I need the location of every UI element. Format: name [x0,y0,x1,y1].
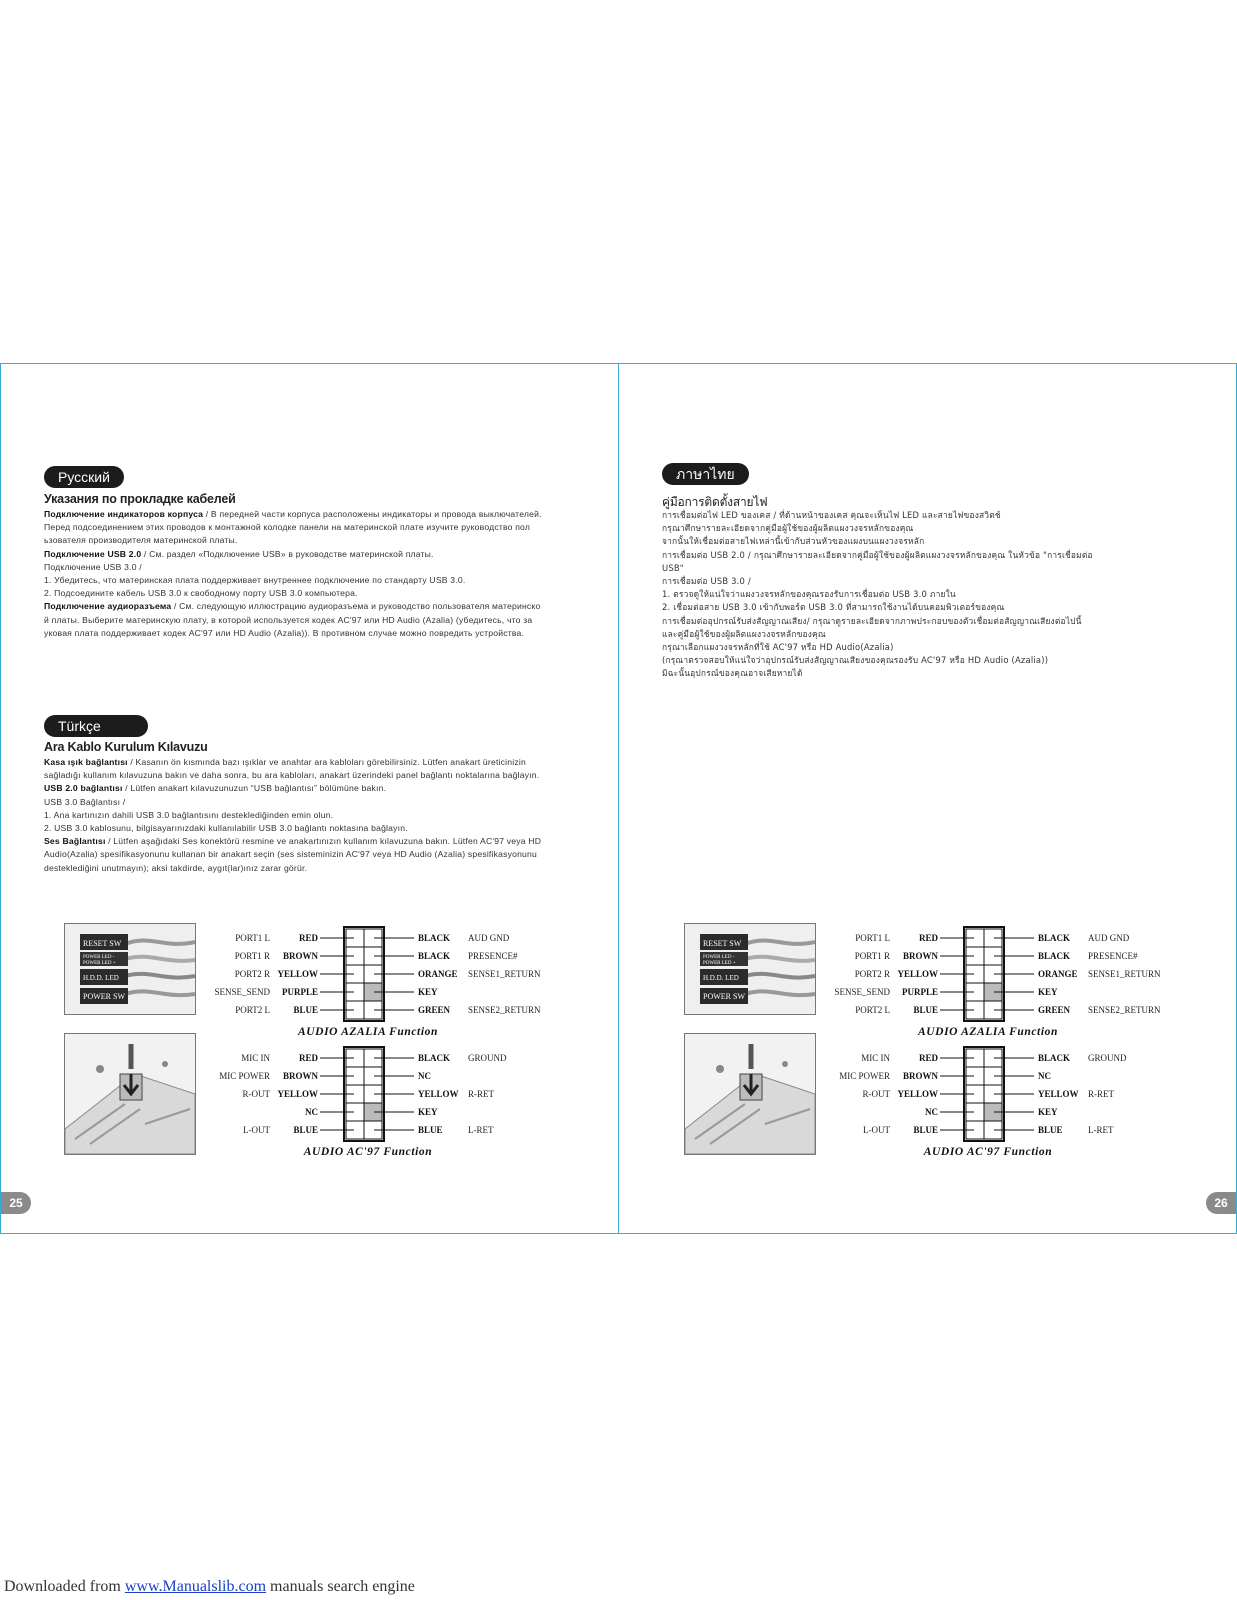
reset-sw-label: RESET SW [703,939,742,948]
pin-signal-label: PORT2 R [234,969,270,979]
thai-line: จากนั้นให้เชื่อมต่อสายไฟเหล่านี้เข้ากับส่วนหัวของแผงบนแผงวงจรหลัก [662,536,925,547]
wire-color-label: GREEN [418,1005,451,1015]
wire-color-label: YELLOW [277,969,318,979]
wire-color-label: PURPLE [902,987,938,997]
download-footer [4,1578,415,1596]
lang-badge-turkish: Türkçe [44,715,148,737]
thai-line: กรุณาเลือกแผงวงจรหลักที่ใช้ AC'97 หรือ HD Audio(Azalia) [662,642,894,653]
turkish-line: USB 3.0 Bağlantısı / [44,796,126,807]
turkish-line: USB 2.0 bağlantısı / Lütfen anakart kılavuzunuzun “USB bağlantısı” bölümüne bakın. [44,783,387,794]
wire-color-label: BROWN [282,1071,318,1081]
wire-color-label: BLUE [913,1125,938,1135]
pin-signal-label: PORT2 L [855,1005,890,1015]
wire-color-label: YELLOW [277,1089,318,1099]
page-number-26: 26 [1206,1192,1236,1214]
lang-badge-thai: ภาษาไทย [662,463,749,485]
wire-color-label: NC [925,1107,938,1117]
wire-color-label: BROWN [902,1071,938,1081]
pin-signal-label: PRESENCE# [1088,951,1138,961]
wire-color-label: KEY [418,1107,438,1117]
thai-line: การเชื่อมต่อ USB 2.0 / กรุณาศึกษารายละเอียดจากคู่มือผู้ใช้ของผู้ผลิตแผงวงจรหลักของคุณ ในหัวข้อ "การเชื่อมต่อ [662,549,1093,560]
pin-signal-label: L-RET [1088,1125,1114,1135]
power-led-plus-label: POWER LED + [83,961,116,966]
pin-signal-label: PORT1 R [854,951,890,961]
russian-bold-label: Подключение индикаторов корпуса [44,509,204,519]
hdd-led-label: H.D.D. LED [703,974,739,982]
wire-color-label: BLACK [418,951,451,961]
turkish-line: sağladığı kullanım kılavuzuna bakın ve daha sonra, bu ara kabloları, anakart üzerindeki panel bağlantı noktalarına bağlayın. [44,770,540,781]
pin-signal-label: MIC IN [861,1053,890,1063]
pin-signal-label: R-OUT [862,1089,890,1099]
thai-line: 1. ตรวจดูให้แน่ใจว่าแผงวงจรหลักของคุณรองรับการเชื่อมต่อ USB 3.0 ภายใน [662,589,956,600]
power-sw-label: POWER SW [703,992,745,1001]
wire-color-label: BROWN [282,951,318,961]
pin-signal-label: PORT2 R [854,969,890,979]
azalia-pinout-diagram-p26 [830,923,1180,1043]
wire-color-label: BLACK [1038,1053,1071,1063]
wire-color-label: ORANGE [1038,969,1078,979]
pin-signal-label: R-RET [468,1089,494,1099]
turkish-line: Audio(Azalia) spesifikasyonunu kullanan bir anakart seçin (ses sisteminizin AC'97 veya HD Audio (Azalia) spesifikasyonunu [44,849,537,860]
russian-line: й платы. Выберите материнскую плату, в которой используется кодек AC'97 или HD Audio (Azalia) (убедитесь, что за [44,614,533,625]
wire-color-label: RED [298,1053,318,1063]
turkish-line: desteklediğini unutmayın); aksi takdirde, aygıt(lar)ınız zarar görür. [44,862,308,873]
wire-color-label: NC [1038,1071,1051,1081]
power-sw-label: POWER SW [83,992,125,1001]
pin-signal-label: SENSE2_RETURN [1088,1005,1161,1015]
wire-color-label: GREEN [1038,1005,1071,1015]
wire-color-label: YELLOW [897,1089,938,1099]
russian-line: 2. Подсоедините кабель USB 3.0 к свободному порту USB 3.0 компьютера. [44,588,358,599]
pin-signal-label: L-OUT [243,1125,270,1135]
thai-heading: คู่มือการติดตั้งสายไฟ [662,495,768,509]
pin-signal-label: MIC POWER [219,1071,270,1081]
thai-line: และคู่มือผู้ใช้ของผู้ผลิตแผงวงจรหลักของคุณ [662,628,826,639]
wire-color-label: NC [418,1071,431,1081]
pin-signal-label: R-OUT [242,1089,270,1099]
pin-signal-label: MIC POWER [839,1071,890,1081]
thai-line: การเชื่อมต่อไฟ LED ของเคส / ที่ด้านหน้าของเคส คุณจะเห็นไฟ LED และสายไฟของสวิตช์ [662,510,1001,520]
wire-color-label: NC [305,1107,318,1117]
manual-spread [0,363,1237,1234]
turkish-line: 2. USB 3.0 kablosunu, bilgisayarınızdaki kullanılabilir USB 3.0 bağlantı noktasına bağlayın. [44,823,408,834]
thai-line: การเชื่อมต่อ USB 3.0 / [662,576,751,587]
left-border [0,363,1,1234]
page-number-25: 25 [1,1192,31,1214]
wire-color-label: RED [918,1053,938,1063]
pin-signal-label: PORT2 L [235,1005,270,1015]
front-panel-cable-illustration [65,924,195,1014]
front-panel-cable-illustration-p26 [685,924,815,1014]
thai-body [662,509,1093,681]
turkish-heading: Ara Kablo Kurulum Kılavuzu [44,740,208,754]
wire-color-label: BROWN [902,951,938,961]
pin-signal-label: PRESENCE# [468,951,518,961]
turkish-bold-label: USB 2.0 bağlantısı [44,783,123,794]
motherboard-usb-illustration [65,1034,195,1154]
wire-color-label: BLACK [418,933,451,943]
turkish-bold-label: Ses Bağlantısı [44,836,106,847]
turkish-bold-label: Kasa ışık bağlantısı [44,757,128,767]
russian-line: ьзователя производителя материнской платы. [44,535,238,546]
pin-signal-label: L-OUT [863,1125,890,1135]
diagram-title: AUDIO AC'97 Function [923,1146,1053,1158]
thai-line: 2. เชื่อมต่อสาย USB 3.0 เข้ากับพอร์ต USB 3.0 ที่สามารถใช้งานได้บนคอมพิวเตอร์ของคุณ [662,602,1005,613]
wire-color-label: KEY [1038,987,1058,997]
turkish-line: Ses Bağlantısı / Lütfen aşağıdaki Ses konektörü resmine ve anakartınızın kullanım kılavuzuna bakın. Lütfen AC'97 veya HD [44,836,542,847]
pin-signal-label: SENSE_SEND [214,987,270,997]
pin-signal-label: L-RET [468,1125,494,1135]
pin-signal-label: SENSE_SEND [834,987,890,997]
diagram-title: AUDIO AC'97 Function [303,1146,433,1158]
wire-color-label: RED [298,933,318,943]
motherboard-usb-illustration-p26 [685,1034,815,1154]
russian-line: 1. Убедитесь, что материнская плата поддерживает внутреннее подключение по стандарту USB 3.0. [44,575,466,586]
wire-color-label: YELLOW [897,969,938,979]
pin-signal-label: GROUND [1088,1053,1127,1063]
power-led-minus-label: POWER LED - [703,955,735,960]
footer-suffix: manuals search engine [266,1578,415,1595]
russian-line: Перед подсоединением этих проводов к монтажной колодке панели на материнской плате изучите руководство пол [44,522,531,533]
wire-color-label: BLACK [1038,933,1071,943]
usb3-connector-photo [64,1033,196,1155]
thai-line: การเชื่อมต่ออุปกรณ์รับส่งสัญญาณเสียง/ กรุณาดูรายละเอียดจากภาพประกอบของตัวเชื่อมต่อสัญญาณเสียงต่อไปนี้ [662,615,1082,626]
russian-line: Подключение USB 3.0 / [44,561,142,572]
pin-signal-label: SENSE1_RETURN [1088,969,1161,979]
azalia-pinout-diagram-p25 [210,923,560,1043]
pin-signal-label: SENSE1_RETURN [468,969,541,979]
thai-line: กรุณาศึกษารายละเอียดจากคู่มือผู้ใช้ของผู้ผลิตแผงวงจรหลักของคุณ [662,523,914,534]
ac97-pinout-diagram-p25 [210,1043,560,1163]
lang-badge-russian: Русский [44,466,124,488]
russian-line: уковая плата поддерживает кодек AC'97 или HD Audio (Azalia)). В противном случае можно повредить устройства. [44,627,525,638]
wire-color-label: ORANGE [418,969,458,979]
wire-color-label: BLUE [293,1125,318,1135]
power-led-minus-label: POWER LED - [83,955,115,960]
pin-signal-label: MIC IN [241,1053,270,1063]
diagram-title: AUDIO AZALIA Function [298,1026,438,1038]
russian-line: Подключение аудиоразъема / См. следующую иллюстрацию аудиоразъема и руководство пользователя материнско [44,601,541,612]
russian-heading: Указания по прокладке кабелей [44,492,236,506]
power-led-plus-label: POWER LED + [703,961,736,966]
wire-color-label: KEY [1038,1107,1058,1117]
reset-sw-label: RESET SW [83,939,122,948]
ac97-pinout-diagram-p26 [830,1043,1180,1163]
wire-color-label: RED [918,933,938,943]
pin-signal-label: AUD GND [1088,933,1130,943]
pin-signal-label: PORT1 L [855,933,890,943]
front-panel-cable-photo-p26 [684,923,816,1015]
pin-signal-label: GROUND [468,1053,507,1063]
diagram-title: AUDIO AZALIA Function [918,1026,1058,1038]
turkish-line: Kasa ışık bağlantısı / Kasanın ön kısmında bazı ışıklar ve anahtar ara kabloları görebilirsiniz. Lütfen anakart üreticinizin [44,757,526,767]
wire-color-label: BLUE [293,1005,318,1015]
russian-bold-label: Подключение аудиоразъема [44,601,172,612]
pin-signal-label: PORT1 L [235,933,270,943]
pin-signal-label: PORT1 R [234,951,270,961]
usb3-connector-photo-p26 [684,1033,816,1155]
front-panel-cable-photo [64,923,196,1015]
manualslib-link[interactable]: www.Manualslib.com [124,1578,267,1595]
thai-line: มิฉะนั้นอุปกรณ์ของคุณอาจเสียหายได้ [662,668,803,679]
wire-color-label: KEY [418,987,438,997]
wire-color-label: PURPLE [282,987,318,997]
wire-color-label: BLACK [418,1053,451,1063]
pin-signal-label: R-RET [1088,1089,1114,1099]
wire-color-label: BLACK [1038,951,1071,961]
russian-line: Подключение USB 2.0 / См. раздел «Подключение USB» в руководстве материнской платы. [44,548,434,559]
hdd-led-label: H.D.D. LED [83,974,119,982]
thai-line: USB" [662,562,684,573]
center-fold [618,363,619,1234]
wire-color-label: BLUE [913,1005,938,1015]
turkish-body [44,756,541,875]
wire-color-label: YELLOW [1038,1089,1079,1099]
footer-prefix: Downloaded from [4,1578,125,1595]
wire-color-label: YELLOW [418,1089,459,1099]
russian-line: Подключение индикаторов корпуса / В передней части корпуса расположены индикаторы и провода выключателей. [44,509,542,519]
turkish-line: 1. Ana kartınızın dahili USB 3.0 bağlantısını desteklediğinden emin olun. [44,809,334,820]
wire-color-label: BLUE [1038,1125,1063,1135]
pin-signal-label: AUD GND [468,933,510,943]
thai-line: (กรุณาตรวจสอบให้แน่ใจว่าอุปกรณ์รับส่งสัญญาณเสียงของคุณรองรับ AC'97 หรือ HD Audio (Azalia)) [662,655,1049,666]
russian-body [44,508,542,640]
wire-color-label: BLUE [418,1125,443,1135]
russian-bold-label: Подключение USB 2.0 [44,548,142,559]
pin-signal-label: SENSE2_RETURN [468,1005,541,1015]
